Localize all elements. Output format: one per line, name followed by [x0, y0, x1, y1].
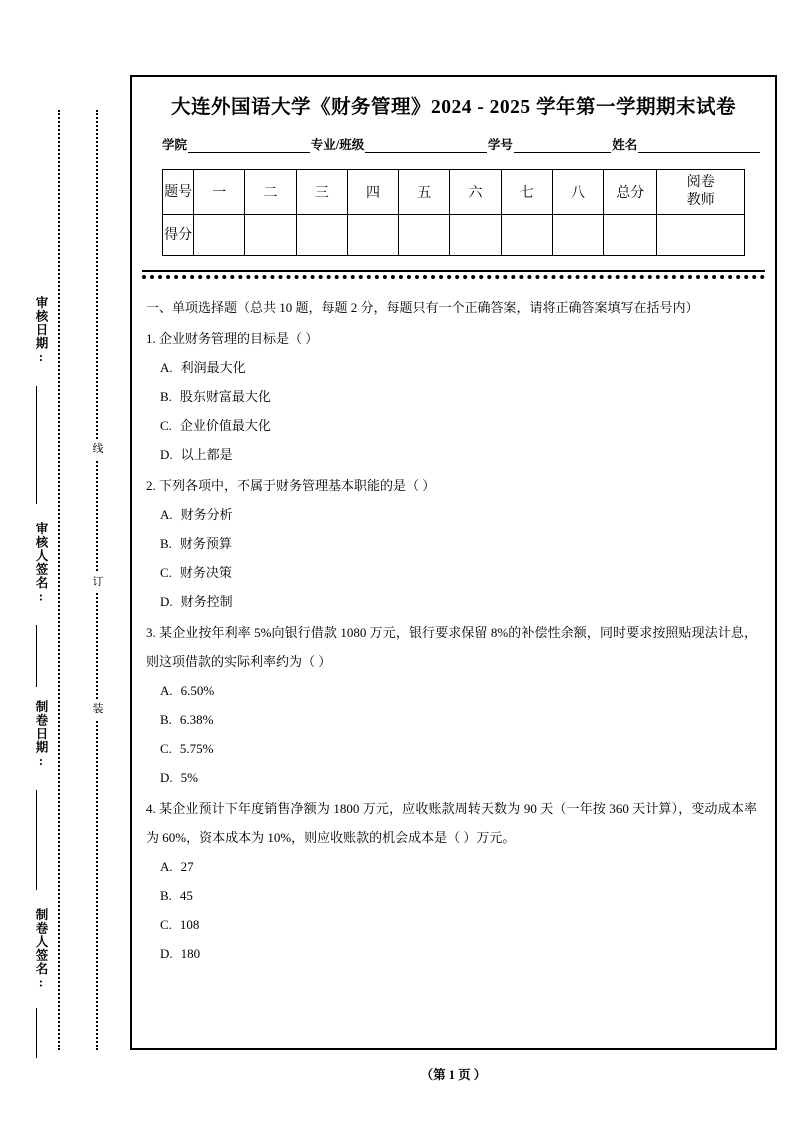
- question-3-option-a[interactable]: [160, 676, 757, 705]
- student-id-input-blank[interactable]: [514, 139, 611, 153]
- question-1-option-c-letter: C.: [160, 418, 172, 433]
- question-3-option-a-letter: A.: [160, 683, 173, 698]
- question-4-option-a[interactable]: [160, 852, 757, 881]
- student-name-label: 姓名: [612, 138, 638, 152]
- prepare-date-rule: [36, 790, 37, 890]
- teacher-label-line1: 阅卷: [686, 175, 715, 190]
- question-1-option-a-text: 利润最大化: [180, 360, 246, 375]
- preparer-signature-label: 制卷人签名:: [34, 908, 48, 991]
- question-2-option-c[interactable]: [160, 558, 757, 587]
- prepare-date-label: 制卷日期:: [34, 700, 48, 769]
- question-2-option-a-letter: A.: [160, 507, 173, 522]
- question-3-option-b-text: 6.38%: [179, 712, 214, 727]
- question-3-option-b[interactable]: [160, 705, 757, 734]
- student-name-input-blank[interactable]: [638, 139, 760, 153]
- score-cell-3[interactable]: [296, 215, 347, 256]
- score-cell-1[interactable]: [194, 215, 245, 256]
- question-4-option-c-text: 108: [179, 917, 200, 932]
- question-1-option-b-letter: B.: [160, 389, 172, 404]
- score-cell-4[interactable]: [347, 215, 398, 256]
- score-col-header-8: 八: [552, 170, 603, 215]
- question-1-option-b-text: 股东财富最大化: [179, 389, 271, 404]
- separator-solid-rule: [142, 270, 765, 272]
- review-date-rule: [36, 386, 37, 504]
- binding-dotted-line-outer: [58, 110, 60, 1050]
- score-col-header-3: 三: [296, 170, 347, 215]
- question-3-text: 3. 某企业按年利率 5%向银行借款 1080 万元，银行要求保留 8%的补偿性余额，同时要求按照贴现法计息，则这项借款的实际利率约为（ ）: [146, 625, 757, 669]
- class-label: 专业/班级: [310, 138, 365, 152]
- question-4-option-d-text: 180: [180, 946, 201, 961]
- question-1-option-a-letter: A.: [160, 360, 173, 375]
- reviewer-signature-rule: [36, 625, 37, 687]
- question-2-option-b[interactable]: [160, 529, 757, 558]
- binding-mark-ding: 订: [88, 573, 108, 592]
- question-2-option-a-text: 财务分析: [180, 507, 233, 522]
- question-3-option-d-text: 5%: [180, 770, 198, 785]
- question-4-option-c[interactable]: [160, 910, 757, 939]
- question-3-option-d-letter: D.: [160, 770, 173, 785]
- score-col-header-2: 二: [245, 170, 296, 215]
- question-1-option-d-letter: D.: [160, 447, 173, 462]
- question-4-option-a-letter: A.: [160, 859, 173, 874]
- page-title: 大连外国语大学《财务管理》2024 - 2025 学年第一学期期末试卷: [170, 97, 737, 118]
- score-col-header-7: 七: [501, 170, 552, 215]
- reviewer-signature-label: 审核人签名:: [34, 522, 48, 605]
- score-col-header-4: 四: [347, 170, 398, 215]
- class-input-blank[interactable]: [365, 139, 487, 153]
- question-body: [146, 293, 757, 968]
- score-col-header-5: 五: [399, 170, 450, 215]
- page-footer: （第 1 页 ）: [420, 1068, 487, 1082]
- exam-sheet: [130, 75, 777, 1050]
- question-1-text: 1. 企业财务管理的目标是（ ）: [146, 331, 319, 346]
- question-3-option-b-letter: B.: [160, 712, 172, 727]
- question-2-option-d[interactable]: [160, 587, 757, 616]
- question-2-option-d-letter: D.: [160, 594, 173, 609]
- question-1-option-d[interactable]: [160, 440, 757, 469]
- score-col-header-1: 一: [194, 170, 245, 215]
- question-1-option-c[interactable]: [160, 411, 757, 440]
- question-4-option-b[interactable]: [160, 881, 757, 910]
- question-4-option-d[interactable]: [160, 939, 757, 968]
- student-id-label: 学号: [487, 138, 513, 152]
- question-2-option-a[interactable]: [160, 500, 757, 529]
- question-3-option-d[interactable]: [160, 763, 757, 792]
- score-col-header-total: 总分: [604, 170, 657, 215]
- question-4-option-a-text: 27: [180, 859, 194, 874]
- college-input-blank[interactable]: [188, 139, 310, 153]
- row-header-score: 得分: [163, 215, 194, 256]
- section-heading-1: 一、单项选择题（总共 10 题，每题 2 分，每题只有一个正确答案，请将正确答案填写在括号内）: [146, 300, 699, 315]
- question-2-option-b-letter: B.: [160, 536, 172, 551]
- question-4-option-b-text: 45: [179, 888, 193, 903]
- question-2-option-c-letter: C.: [160, 565, 172, 580]
- teacher-label-line2: 教师: [686, 193, 715, 208]
- question-4-option-c-letter: C.: [160, 917, 172, 932]
- preparer-signature-rule: [36, 1008, 37, 1058]
- question-1-option-b[interactable]: [160, 382, 757, 411]
- score-col-header-teacher: [657, 170, 745, 215]
- score-cell-2[interactable]: [245, 215, 296, 256]
- separator-dotted-rule: [142, 275, 765, 279]
- question-4-option-b-letter: B.: [160, 888, 172, 903]
- binding-margin: [0, 0, 130, 1122]
- question-2-text: 2. 下列各项中，不属于财务管理基本职能的是（ ）: [146, 478, 436, 493]
- question-2-option-d-text: 财务控制: [180, 594, 233, 609]
- question-3-option-c[interactable]: [160, 734, 757, 763]
- table-row-question-numbers: [163, 170, 745, 215]
- question-2-option-c-text: 财务决策: [179, 565, 232, 580]
- question-1-option-a[interactable]: [160, 353, 757, 382]
- section-separator: [142, 270, 765, 279]
- review-date-label: 审核日期:: [34, 296, 48, 365]
- question-4-text: 4. 某企业预计下年度销售净额为 1800 万元，应收账款周转天数为 90 天（一年按 360 天计算），变动成本率为 60%，资本成本为 10%，则应收账款的机会成本是（ ）万元。: [146, 801, 757, 845]
- table-row-scores: [163, 215, 745, 256]
- binding-mark-zhuang: 装: [88, 700, 108, 719]
- score-cell-7[interactable]: [501, 215, 552, 256]
- question-3-option-a-text: 6.50%: [180, 683, 215, 698]
- score-cell-8[interactable]: [552, 215, 603, 256]
- score-table-wrapper: [162, 169, 745, 256]
- question-1-option-d-text: 以上都是: [180, 447, 233, 462]
- row-header-question-number: 题号: [163, 170, 194, 215]
- binding-mark-xian: 线: [88, 440, 108, 459]
- score-cell-5[interactable]: [399, 215, 450, 256]
- score-cell-total[interactable]: [604, 215, 657, 256]
- question-3-option-c-letter: C.: [160, 741, 172, 756]
- question-4-option-d-letter: D.: [160, 946, 173, 961]
- score-cell-6[interactable]: [450, 215, 501, 256]
- question-3-option-c-text: 5.75%: [179, 741, 214, 756]
- student-info-row: [162, 135, 761, 153]
- question-2-option-b-text: 财务预算: [179, 536, 232, 551]
- college-label: 学院: [162, 138, 188, 152]
- score-col-header-6: 六: [450, 170, 501, 215]
- question-1-option-c-text: 企业价值最大化: [179, 418, 271, 433]
- score-cell-teacher[interactable]: [657, 215, 745, 256]
- score-table: [162, 169, 745, 256]
